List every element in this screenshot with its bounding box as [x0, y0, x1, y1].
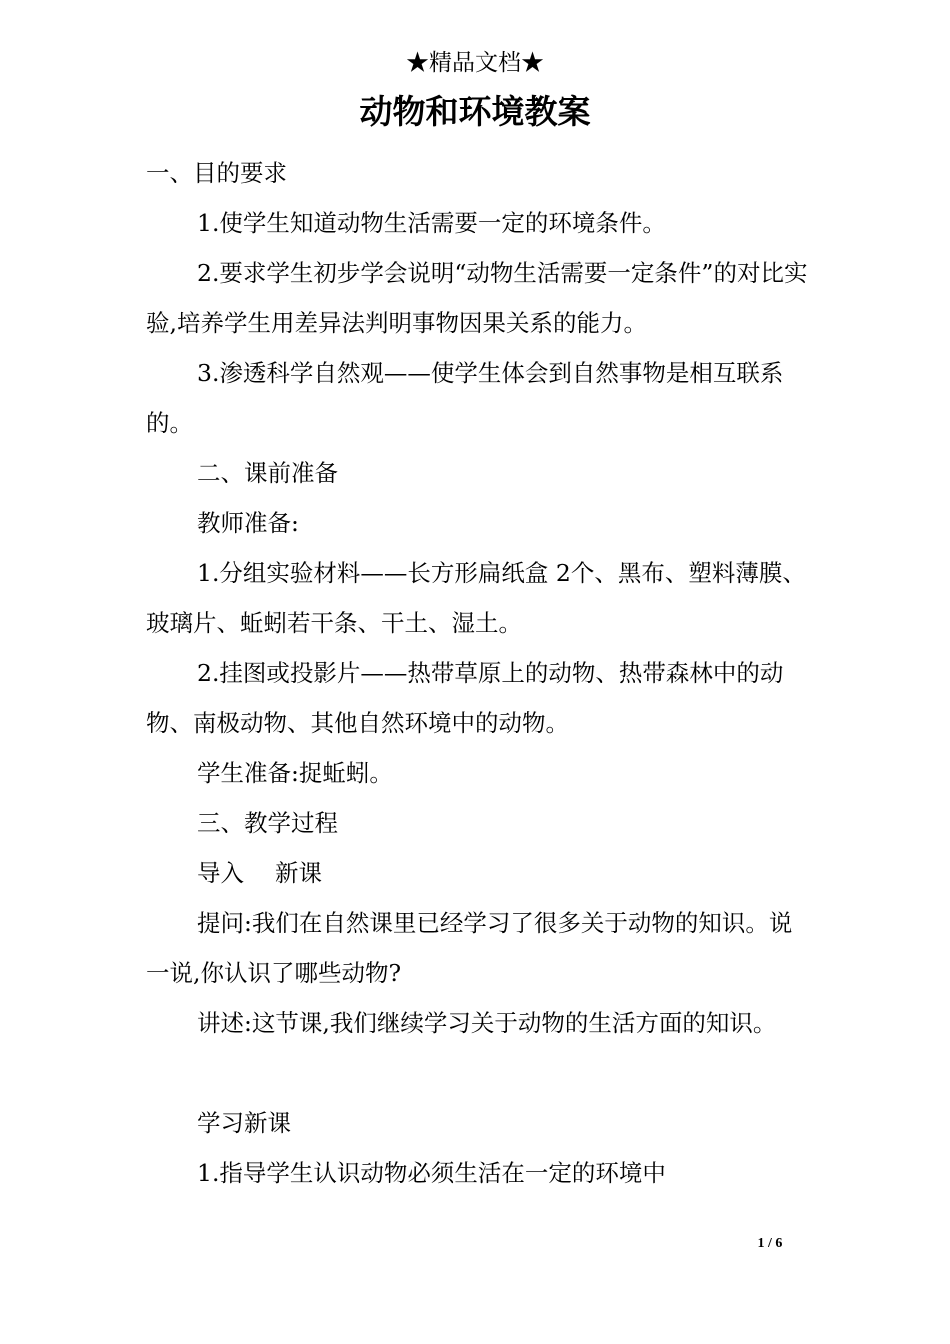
paragraph-9: 学生准备:捉蚯蚓。 [197, 759, 393, 787]
paragraph-8: 2.挂图或投影片——热带草原上的动物、热带森林中的动物、南极动物、其他自然环境中的动物。 [146, 659, 784, 737]
paragraph-11: 导入 新课 [197, 859, 322, 887]
paragraph-3: 2.要求学生初步学会说明“动物生活需要一定条件”的对比实验,培养学生用差异法判明事物因果关系的能力。 [146, 259, 808, 337]
paragraph-4: 3.渗透科学自然观——使学生体会到自然事物是相互联系的。 [146, 359, 784, 437]
paragraph-10: 三、教学过程 [197, 809, 338, 837]
paragraph-6: 教师准备: [197, 509, 299, 537]
document-body [146, 148, 811, 1198]
paragraph-5: 二、课前准备 [197, 459, 338, 487]
paragraph-14: 学习新课 [197, 1109, 291, 1137]
page-header: ★精品文档★ [406, 50, 544, 76]
paragraph-15: 1.指导学生认识动物必须生活在一定的环境中 [197, 1159, 666, 1187]
paragraph-13: 讲述:这节课,我们继续学习关于动物的生活方面的知识。 [197, 1009, 777, 1037]
paragraph-1: 一、目的要求 [146, 159, 287, 187]
document-title: 动物和环境教案 [359, 92, 591, 131]
paragraph-2: 1.使学生知道动物生活需要一定的环境条件。 [197, 209, 666, 237]
paragraph-12: 提问:我们在自然课里已经学习了很多关于动物的知识。说一说,你认识了哪些动物? [146, 909, 793, 987]
page-number: 1 / 6 [757, 1236, 783, 1251]
blank-line [146, 1048, 811, 1098]
paragraph-7: 1.分组实验材料——长方形扁纸盒 2个、黑布、塑料薄膜、玻璃片、蚯蚓若干条、干土、湿土。 [146, 559, 806, 637]
